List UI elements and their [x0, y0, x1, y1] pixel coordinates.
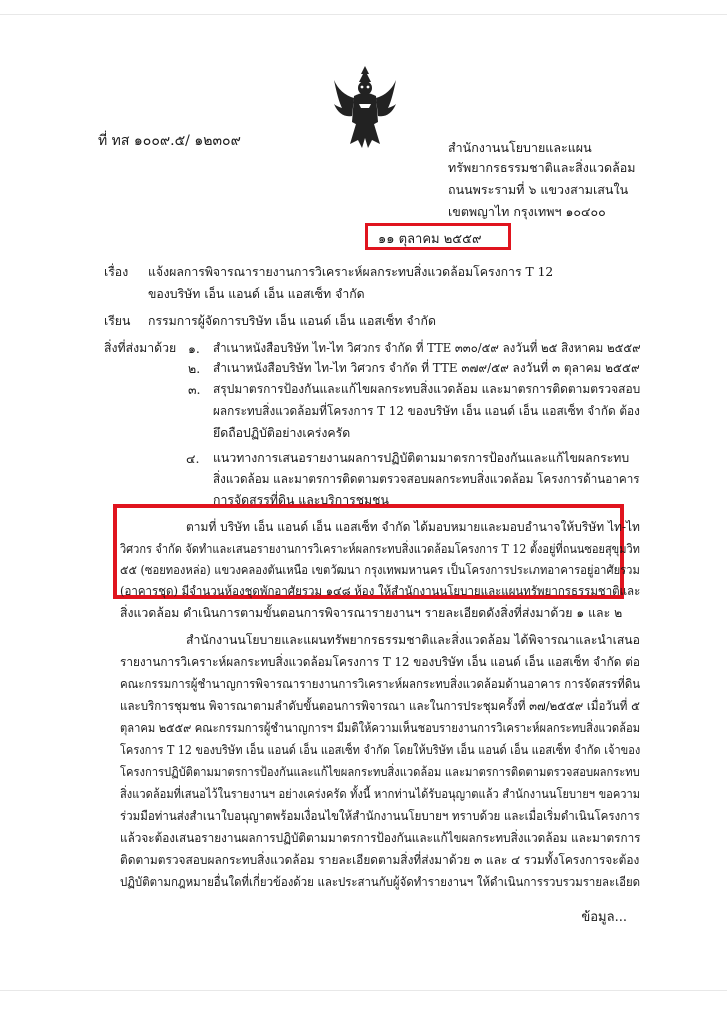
paragraph-line: และบริการชุมชน พิจารณาตามลำดับขั้นตอนการพิจารณา และในการประชุมครั้งที่ ๓๗/๒๕๕๙ เมื่อวันที่ ๕	[120, 699, 640, 713]
scan-artifact-line	[0, 990, 727, 991]
paragraph-line: สำนักงานนโยบายและแผนทรัพยากรธรรมชาติและสิ่งแวดล้อม ได้พิจารณาและนำเสนอ	[186, 633, 641, 647]
enclosures-label: สิ่งที่ส่งมาด้วย	[104, 341, 177, 355]
enclosure-item: ผลกระทบสิ่งแวดล้อมที่โครงการ T 12 ของบริษัท เอ็น แอนด์ เอ็น แอสเซ็ท จำกัด ต้อง	[213, 404, 640, 418]
paragraph-line: ๕๕ (ซอยทองหล่อ) แขวงคลองตันเหนือ เขตวัฒนา กรุงเทพมหานคร เป็นโครงการประเภทอาคารอยู่อาศัยรวม	[120, 563, 640, 577]
paragraph-line: ติดตามตรวจสอบผลกระทบสิ่งแวดล้อม รายละเอียดตามสิ่งที่ส่งมาด้วย ๓ และ ๔ รวมทั้งโครงการจะต้อง	[120, 853, 640, 867]
paragraph-line: ร่วมมือท่านส่งสำเนาใบอนุญาตพร้อมเงื่อนไขให้สำนักงานนโยบายฯ ทราบด้วย และเมื่อเริ่มดำเนินโครงการ	[120, 809, 640, 823]
paragraph-line: (อาคารชุด) มีจำนวนห้องชุดพักอาศัยรวม ๑๔๘ ห้อง ให้สำนักงานนโยบายและแผนทรัพยากรธรรมชาติและ	[120, 584, 641, 598]
enclosure-item: ยึดถือปฏิบัติอย่างเคร่งครัด	[213, 426, 351, 440]
reference-number: ที่ ทส ๑๐๐๙.๕/ ๑๒๓๐๙	[98, 133, 241, 149]
paragraph-line: โครงการ T 12 ของบริษัท เอ็น แอนด์ เอ็น แอสเซ็ท จำกัด โดยให้บริษัท เอ็น แอนด์ เอ็น แอสเซ็ท จำกัด เจ้าของ	[120, 743, 641, 757]
paragraph-line: รายงานการวิเคราะห์ผลกระทบสิ่งแวดล้อมโครงการ T 12 ของบริษัท เอ็น แอนด์ เอ็น แอสเซ็ท จำกัด ต่อ	[120, 655, 641, 669]
scan-artifact-line	[0, 14, 727, 15]
paragraph-line: สิ่งแวดล้อม ดำเนินการตามขั้นตอนการพิจารณารายงานฯ รายละเอียดดังสิ่งที่ส่งมาด้วย ๑ และ ๒	[120, 606, 623, 620]
agency-line: ทรัพยากรธรรมชาติและสิ่งแวดล้อม	[448, 160, 636, 175]
paragraph-line: ปฏิบัติตามกฎหมายอื่นใดที่เกี่ยวข้องด้วย และประสานกับผู้จัดทำรายงานฯ ให้ดำเนินการรวบรวมรายละเอียด	[120, 875, 641, 889]
enclosure-number: ๔.	[186, 451, 200, 466]
enclosure-item: การจัดสรรที่ดิน และบริการชุมชน	[213, 493, 389, 507]
paragraph-line: ตามที่ บริษัท เอ็น แอนด์ เอ็น แอสเซ็ท จำกัด ได้มอบหมายและมอบอำนาจให้บริษัท ไท-ไท	[186, 520, 640, 534]
enclosure-item: สิ่งแวดล้อม และมาตรการติดตามตรวจสอบผลกระทบสิ่งแวดล้อม โครงการด้านอาคาร	[213, 472, 640, 486]
agency-line: ถนนพระรามที่ ๖ แขวงสามเสนใน	[448, 182, 629, 197]
paragraph-line: โครงการปฏิบัติตามมาตรการป้องกันและแก้ไขผลกระทบสิ่งแวดล้อม และมาตรการติดตามตรวจสอบผลกระทบ	[120, 765, 640, 779]
enclosure-number: ๒.	[188, 361, 201, 376]
paragraph-line: สิ่งแวดล้อมที่เสนอไว้ในรายงานฯ อย่างเคร่งครัด ทั้งนี้ หากท่านได้รับอนุญาตแล้ว สำนักงานนโยบายฯ ขอความ	[120, 787, 641, 801]
paragraph-line: วิศวกร จำกัด จัดทำและเสนอรายงานการวิเคราะห์ผลกระทบสิ่งแวดล้อมโครงการ T 12 ตั้งอยู่ที่ถนนซอยสุขุมวิท	[120, 542, 640, 556]
agency-line: สำนักงานนโยบายและแผน	[448, 140, 592, 155]
paragraph-line: แล้วจะต้องเสนอรายงานผลการปฏิบัติตามมาตรการป้องกันและแก้ไขผลกระทบสิ่งแวดล้อม และมาตรการ	[120, 831, 641, 845]
enclosure-item: แนวทางการเสนอรายงานผลการปฏิบัติตามมาตรการป้องกันและแก้ไขผลกระทบ	[213, 451, 630, 465]
enclosure-number: ๑.	[188, 341, 200, 356]
recipient: กรรมการผู้จัดการบริษัท เอ็น แอนด์ เอ็น แอสเซ็ท จำกัด	[148, 314, 436, 328]
enclosure-item: สำเนาหนังสือบริษัท ไท-ไท วิศวกร จำกัด ที่ TTE ๓๗๙/๕๙ ลงวันที่ ๓ ตุลาคม ๒๕๕๙	[213, 361, 640, 375]
continued-marker: ข้อมูล...	[581, 910, 627, 925]
enclosure-number: ๓.	[188, 382, 201, 397]
subject-label: เรื่อง	[104, 265, 129, 279]
garuda-emblem-icon	[332, 64, 398, 150]
document-date: ๑๑ ตุลาคม ๒๕๕๙	[378, 232, 482, 247]
agency-line: เขตพญาไท กรุงเทพฯ ๑๐๔๐๐	[448, 204, 606, 219]
enclosure-item: สำเนาหนังสือบริษัท ไท-ไท วิศวกร จำกัด ที่ TTE ๓๓๐/๕๙ ลงวันที่ ๒๕ สิงหาคม ๒๕๕๙	[213, 341, 641, 355]
paragraph-line: ตุลาคม ๒๕๕๙ คณะกรรมการผู้ชำนาญการฯ มีมติให้ความเห็นชอบรายงานการวิเคราะห์ผลกระทบสิ่งแวดล้อม	[120, 721, 641, 735]
subject-line: แจ้งผลการพิจารณารายงานการวิเคราะห์ผลกระทบสิ่งแวดล้อมโครงการ T 12	[148, 265, 554, 279]
to-label: เรียน	[104, 314, 131, 328]
subject-line: ของบริษัท เอ็น แอนด์ เอ็น แอสเซ็ท จำกัด	[148, 287, 365, 301]
enclosure-item: สรุปมาตรการป้องกันและแก้ไขผลกระทบสิ่งแวดล้อม และมาตรการติดตามตรวจสอบ	[213, 382, 641, 396]
paragraph-line: คณะกรรมการผู้ชำนาญการพิจารณารายงานการวิเคราะห์ผลกระทบสิ่งแวดล้อมด้านอาคาร การจัดสรรที่ดิน	[120, 677, 641, 691]
